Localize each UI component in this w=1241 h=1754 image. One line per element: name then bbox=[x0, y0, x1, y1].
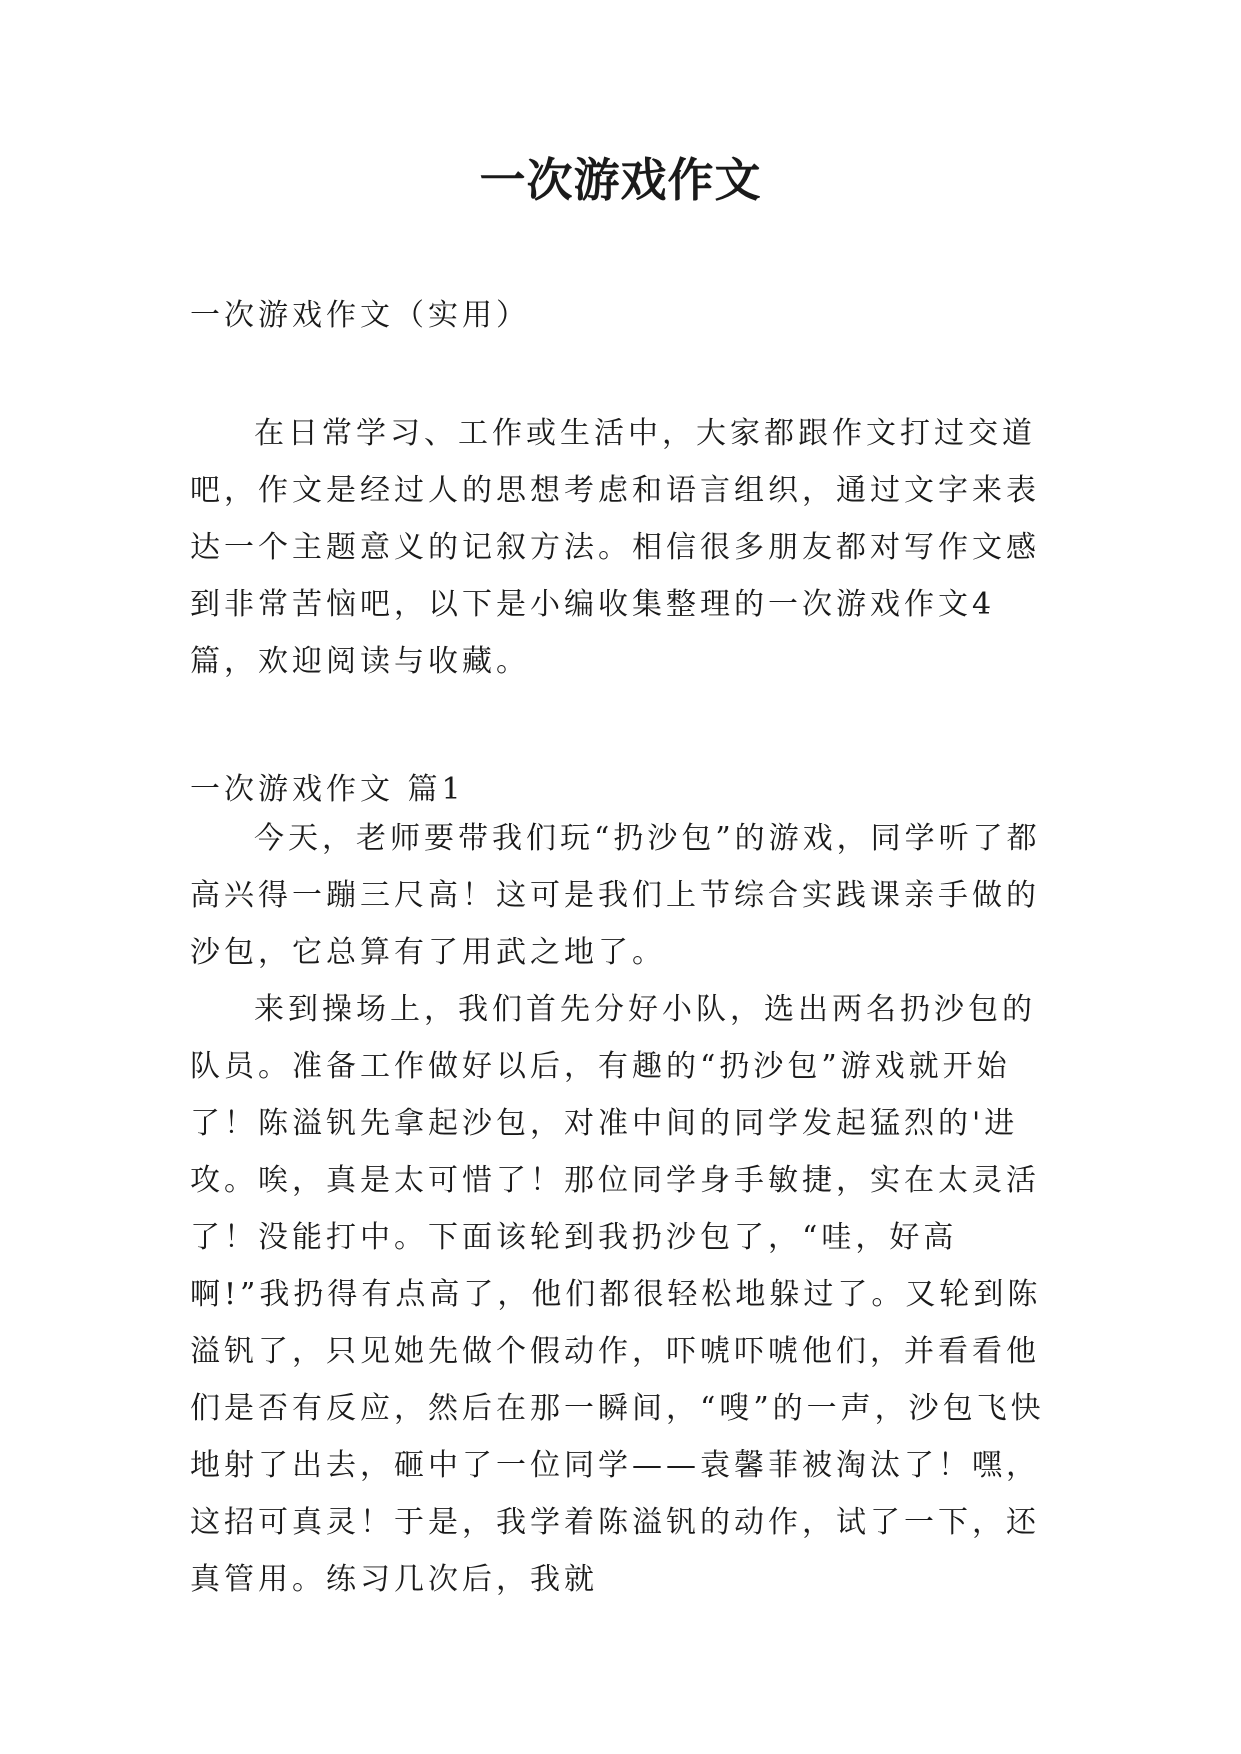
body-paragraph: 来到操场上，我们首先分好小队，选出两名扔沙包的队员。准备工作做好以后，有趣的“扔沙包”游戏就开始了！陈溢钒先拿起沙包，对准中间的同学发起猛烈的'进攻。唉，真是太可惜了！那位同学身手敏捷，实在太灵活了！没能打中。下面该轮到我扔沙包了，“哇，好高啊!”我扔得有点高了，他们都很轻松地躲过了。又轮到陈溢钒了，只见她先做个假动作，吓唬吓唬他们，并看看他们是否有反应，然后在那一瞬间，“嗖”的一声，沙包飞快地射了出去，砸中了一位同学——袁馨菲被淘汰了！嘿，这招可真灵！于是，我学着陈溢钒的动作，试了一下，还真管用。练习几次后，我就 bbox=[190, 992, 1045, 1597]
document-title: 一次游戏作文 bbox=[479, 153, 762, 207]
document-subtitle: 一次游戏作文（实用） bbox=[190, 298, 530, 333]
section-body bbox=[190, 810, 1052, 1608]
section-heading: 一次游戏作文 篇1 bbox=[190, 772, 465, 807]
intro-paragraph: 在日常学习、工作或生活中，大家都跟作文打过交道吧，作文是经过人的思想考虑和语言组织，通过文字来表达一个主题意义的记叙方法。相信很多朋友都对写作文感到非常苦恼吧，以下是小编收集整理的一次游戏作文4篇，欢迎阅读与收藏。 bbox=[190, 416, 1040, 679]
intro-block bbox=[190, 405, 1052, 690]
body-paragraph: 今天，老师要带我们玩“扔沙包”的游戏，同学听了都高兴得一蹦三尺高！这可是我们上节综合实践课亲手做的沙包，它总算有了用武之地了。 bbox=[190, 821, 1041, 970]
